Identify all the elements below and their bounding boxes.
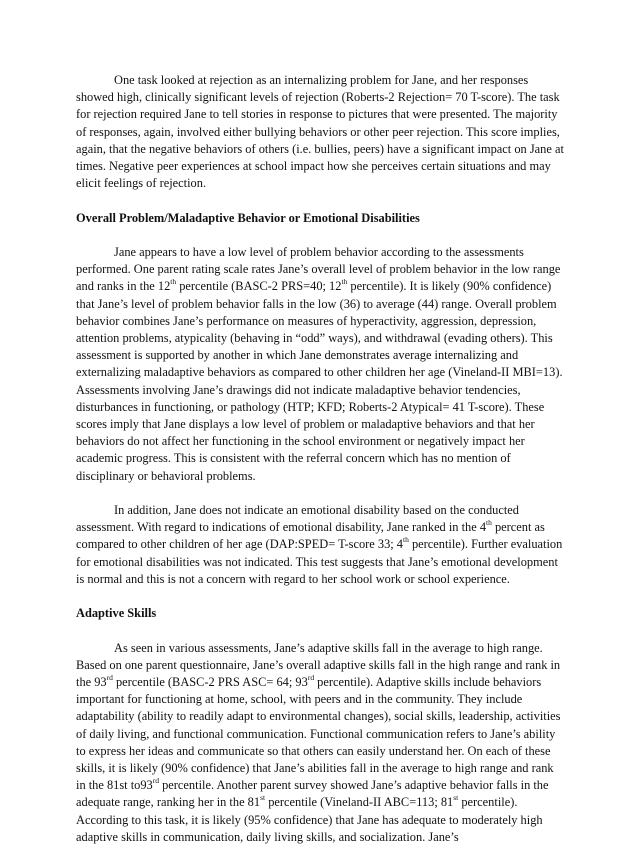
text-run: percentile). It is likely (90% confidence) that Jane’s level of problem behavior falls in the low (36) to average (44) range. Overall problem behavior combines Jane’s performance on measures of hyperactivity, aggression, depression, attention problems, atypicality (behaving in “odd” ways), and withdrawal (evading others). This assessment is supported by another in which Jane demonstrates average internalizing and externalizing maladaptive behaviors as compared to other children her age (Vineland-II MBI=13). Assessments involving Jane’s drawings did not indicate maladaptive behavior tendencies, disturbances in functioning, or pathology (HTP; KFD; Roberts-2 Atypical= 41 T-score). These scores imply that Jane displays a low level of problem or maladaptive behaviors and that her behaviors do not affect her functioning in the school environment or negatively impact her academic progress. This is consistent with the referral concern which has no mention of disciplinary or behavioral problems. xyxy=(76,279,563,483)
superscript: th xyxy=(170,277,177,287)
superscript: st xyxy=(453,793,459,803)
superscript: st xyxy=(260,793,266,803)
superscript: rd xyxy=(307,672,315,682)
paragraph-rejection-text: One task looked at rejection as an internalizing problem for Jane, and her responses showed high, clinically significant levels of rejection (Roberts-2 Rejection= 70 T-score). The task for rejection required Jane to tell stories in response to pictures that were presented. The majority of responses, again, involved either bullying behaviors or other peer rejection. This score implies, again, that the negative behaviors of others (i.e. bullies, peers) have a significant impact on Jane at times. Negative peer experiences at school impact how she perceives certain situations and may elicit feelings of rejection. xyxy=(76,73,564,191)
text-run: In addition, Jane does not indicate an emotional disability based on the conducted assessment. With regard to indications of emotional disability, Jane ranked in the 4 xyxy=(76,503,520,535)
text-run: Jane appears to have a low level of problem behavior according to the assessments performed. One parent rating scale rates Jane’s overall level of problem behavior in the low range and ranks in the 12 xyxy=(76,245,561,294)
document-body xyxy=(76,72,564,846)
superscript: th xyxy=(486,518,492,528)
section-heading-overall-problem: Overall Problem/Maladaptive Behavior or Emotional Disabilities xyxy=(76,210,420,225)
text-run: percentile). Adaptive skills include behaviors important for functioning at home, school, with peers and in the community. They include adaptability (ability to readily adapt to environmental changes), social skills, leadership, activities of daily living, and functional communication. Functional communication refers to Jane’s ability to express her ideas and communicate so that others can easily understand her. On each of these skills, it is likely (90% confidence) that Jane’s abilities fall in the average to high range and rank in the 81st to93 xyxy=(76,675,561,793)
text-run: As seen in various assessments, Jane’s adaptive skills fall in the average to high range. Based on one parent questionnaire, Jane’s overall adaptive skills fall in the high range and rank in the 93 xyxy=(76,640,561,690)
text-run: percentile (BASC-2 PRS ASC= 64; 93 xyxy=(112,675,308,690)
section-heading-adaptive-skills: Adaptive Skills xyxy=(76,606,157,621)
superscript: rd xyxy=(152,776,160,786)
paragraph-overall-problem xyxy=(76,244,564,485)
text-run: percentile (BASC-2 PRS=40; 12 xyxy=(176,279,342,294)
paragraph-adaptive-skills xyxy=(76,640,564,846)
paragraph-emotional-disability xyxy=(76,502,564,588)
superscript: rd xyxy=(106,672,113,682)
text-run: percentile. Another parent survey showed Jane’s adaptive behavior falls in the adequate range, ranking her in the 81 xyxy=(76,778,549,810)
superscript: th xyxy=(403,535,409,545)
paragraph-rejection xyxy=(76,72,564,192)
text-run: percentile (Vineland-II ABC=113; 81 xyxy=(265,795,454,810)
text-run: percent as compared to other children of her age (DAP:SPED= T-score 33; 4 xyxy=(76,520,545,552)
text-run: percentile). According to this task, it is likely (95% confidence) that Jane has adequate to moderately high adaptive skills in communication, daily living skills, and socialization. Jane’s xyxy=(76,795,543,844)
superscript: th xyxy=(341,277,348,287)
text-run: percentile). Further evaluation for emotional disabilities was not indicated. This test suggests that Jane’s emotional development is normal and this is not a concern with regard to her school work or school experience. xyxy=(76,537,563,586)
